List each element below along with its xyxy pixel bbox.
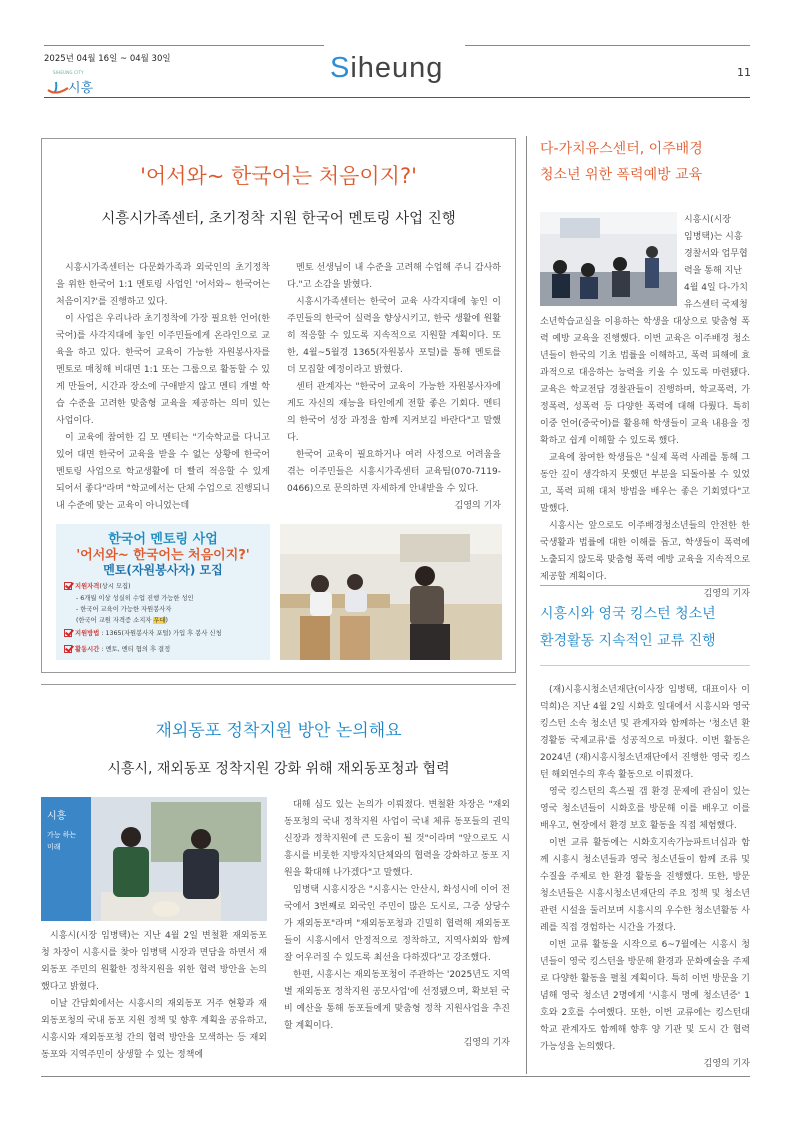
meeting-photo [41,797,267,921]
violence-prevention-class-photo [540,212,677,306]
article2-title: 재외동포 정착지원 방안 논의해요 [155,721,402,741]
poster-apply: 지원방법 : 1365(자원봉사자 포털) 가입 후 봉사 신청 [64,628,222,637]
checkbox-icon [64,645,72,653]
poster-time: 활동시간 : 멘토, 멘티 협의 후 결정 [64,644,170,653]
article2-paragraph: 한편, 시흥시는 재외동포청이 주관하는 '2025년도 지역별 재외동포 정착지원 공모사업'에 선정됐으며, 확보된 국비 예산을 통해 동포들에게 맞춤형 정착 지원사업을 추진할 계획이다. [284,970,510,1031]
poster-qual-item: (한국어 교원 자격증 소지자 우대) [76,617,169,624]
poster-line-2: '어서와~ 한국어는 처음이지?' [76,548,250,563]
header-rule-right [465,45,750,46]
article2-column-1 [41,928,267,1064]
issue-date: 2025년 04월 16일 ~ 04월 30일 [44,54,171,64]
article1-paragraph: 시흥시가족센터는 다문화가족과 외국인의 초기정착을 위한 한국어 1:1 멘토링 사업인 '어서와~ 한국어는 처음이지?'를 진행하고 있다. [56,263,270,307]
right2-body [540,682,750,1073]
article2-paragraph: 대해 심도 있는 논의가 이뤄졌다. 변철환 차장은 "재외동포청의 국내 정착지원 사업이 국내 체류 동포들의 권익 신장과 정착지원에 큰 도움이 될 것"이라며 "앞으로도 시흥시를 비롯한 지방자치단체와의 협력을 강화하고 동포 지원을 확대해 나가겠다"고 말했다. [284,800,510,878]
article2-column-2 [284,797,510,1052]
page-number: 11 [737,66,751,79]
right1-body [540,314,750,603]
article1-column-1 [56,260,270,515]
checkbox-icon [64,629,72,637]
header-rule-bottom [44,97,750,98]
poster-line-3: 멘토(자원봉사자) 모집 [103,563,223,577]
poster-line-1: 한국어 멘토링 사업 [108,532,218,547]
masthead-initial: S [330,52,351,84]
poster-qual-item: - 한국어 교육이 가능한 자원봉사자 [76,606,172,613]
right1-wrap-text: 시흥시(시장 임병택)는 시흥 경찰서와 업무협 력을 통해 지난 4월 4일 다-가치 유스센터 국제청 [684,215,748,310]
right2-paragraph: (재)시흥시청소년재단(이사장 임병택, 대표이사 이덕희)은 지난 4월 2일 시화호 일대에서 시흥시와 영국 킹스턴 소속 청소년 및 관계자와 함께하는 '청소년 환경활동 국제교류'를 성공적으로 마쳤다. 이번 활동은 2024년 (재)시흥시청소년재단에서 진행한 영국 킹스턴 해외연수의 후속 활동으로 이뤄졌다. [540,685,750,780]
right2-paragraph: 이번 교류 활동에는 시화호지속가능파트너십과 함께 시흥시 청소년들과 영국 청소년들이 함께 조류 및 수질을 주제로 한 환경 활동을 진행했다. 또한, 방문 청소년들은 시흥시청소년재단의 주요 정책 및 청소년 관련 시설을 둘러보며 시흥시의 우수한 청소년활동 사례를 직접 경험하는 시간을 가졌다. [540,838,750,933]
masthead-rest: iheung [350,52,444,84]
article1-column-2 [287,260,501,515]
footer-rule [41,1076,750,1077]
logo-caption: SIHEUNG CITY [53,70,84,75]
section-divider [540,665,750,666]
article1-paragraph: 멘토 선생님이 내 수준을 고려해 수업해 주니 감사하다."고 소감을 밝혔다. [287,263,501,290]
right2-byline: 김영의 기자 [703,1059,750,1069]
article1-paragraph: 이 교육에 참여한 김 모 멘티는 "기숙학교를 다니고 있어 대면 한국어 교육을 받을 수 없는 상황에 한국어 멘토링 사업으로 학교생활에 더 빨리 적응할 수 있게 되어서 좋다"라며 "학교에서는 단체 수업으로 진행되니 내 수준에 맞는 교육이 아니었는데 [56,433,270,511]
article2-paragraph: 이날 간담회에서는 시흥시의 재외동포 거주 현황과 재외동포청의 국내 동포 지원 정책 및 향후 계획을 공유하고, 시흥시와 재외동포청 간의 협력 방안을 모색하는 등 재외동포와 지역주민이 상생할 수 있는 정책에 [41,999,267,1060]
article1-paragraph: 시흥시가족센터는 한국어 교육 사각지대에 놓인 이주민들의 한국어 실력을 향상시키고, 한국 생활에 원활히 적응할 수 있도록 지속적으로 지원할 계획이다. 또한, 4월~5월경 1365(자원봉사 포털)를 통해 멘토를 더 모집할 예정이라고 밝혔다. [287,297,501,375]
article2-paragraph: 시흥시(시장 임병택)는 지난 4월 2일 변철환 재외동포청 차장이 시흥시를 찾아 임병택 시장과 면담을 하면서 재외동포 주민의 원활한 정착지원을 위한 협력 방안을 논의했다고 밝혔다. [41,931,267,992]
header-rule-left [44,45,324,46]
mentoring-class-photo [280,524,502,660]
photo-sign-text: 미래 [47,843,61,851]
photo-sign-text: 가능 하는 [47,831,77,839]
column-divider [526,136,527,1074]
logo-text: 시흥 [68,81,94,96]
right2-paragraph: 이번 교류 활동을 시작으로 6~7월에는 시흥시 청년들이 영국 킹스턴을 방문해 환경과 문화예술을 주제로 다양한 활동을 펼칠 계획이다. 특히 이번 방문을 기념해 영국 청소년 2명에게 '시흥시 명예 청소년증' 1호와 2호를 수여했다. 또한, 이번 교류에는 킹스턴대학교 관계자도 함께해 향후 양 기관 및 도시 간 협력 가능성을 논의했다. [540,940,750,1052]
right1-paragraph: 교육에 참여한 학생들은 "실제 폭력 사례를 통해 그동안 깊이 생각하지 못했던 부분을 되돌아볼 수 있었고, 폭력 피해 대처 방법을 배우는 좋은 기회였다"고 말했다. [540,453,750,514]
right1-paragraph: 소년학습교실을 이용하는 학생을 대상으로 맞춤형 폭력 예방 교육을 진행했다. 이번 교육은 이주배경 청소년들이 한국의 기초 법률을 이해하고, 폭력 피해에 효과적으로 대응하는 능력을 키울 수 있도록 마련됐다. 교육은 학교전담 경찰관들이 진행하며, 학교폭력, 가정폭력, 성폭력 등 다양한 폭력에 대해 다뤘다. 특히 이중 언어(중국어)를 활용해 학생들이 교육 내용을 정확하고 쉽게 이해할 수 있도록 했다. [540,317,750,446]
poster-qualification: 지원자격(상시 모집) [64,581,131,590]
right2-paragraph: 영국 킹스턴의 흑스필 갭 환경 문제에 관심이 있는 영국 청소년들이 시화호를 방문해 이를 배우고 이를 배우고, 현장에서 환경 보호 활동을 직접 체험했다. [540,787,750,831]
article1-byline: 김영의 기자 [454,501,501,511]
article1-subtitle: 시흥시가족센터, 초기정착 지원 한국어 멘토링 사업 진행 [101,211,456,227]
article1-paragraph: 센터 관계자는 "한국어 교육이 가능한 자원봉사자에게도 자신의 재능을 타인에게 전할 좋은 기회다. 멘티의 한국어 성장 과정을 함께 지켜보길 바란다"고 말했다. [287,382,501,443]
article1-paragraph: 한국어 교육이 필요하거나 여러 사정으로 어려움을 겪는 이주민들은 시흥시가족센터 교육팀(070-7119-0466)으로 문의하면 자세하게 안내받을 수 있다. [287,450,501,494]
article1-title: '어서와~ 한국어는 처음이지?' [140,164,417,188]
mentor-recruitment-poster [56,524,270,660]
photo-sign-text: 시흥 [47,811,67,822]
right2-title: 시흥시와 영국 킹스턴 청소년 환경활동 지속적인 교류 진행 [540,606,716,649]
right1-title: 다-가치유스센터, 이주배경 청소년 위한 폭력예방 교육 [540,141,703,183]
article1-paragraph: 이 사업은 우리나라 초기정착에 가장 필요한 언어(한국어)를 사각지대에 놓인 이주민들에게 온라인으로 교육을 하고 있다. 한국어 교육이 가능한 자원봉사자를 멘토로 매칭해 비대면 1:1 또는 그룹으로 활동할 수 있게 만들어, 시간과 장소에 구애받지 않고 멘티 개별 학습 수준을 고려한 맞춤형 교육을 제공하는 의미 있는 사업이다. [56,314,270,426]
article2-paragraph: 임병택 시흥시장은 "시흥시는 안산시, 화성시에 이어 전국에서 3번째로 외국인 주민이 많은 도시로, 그중 상당수가 재외동포"라며 "재외동포청과 긴밀히 협력해 재외동포들이 시흥시에서 안정적으로 정착하고, 지역사회와 함께 잘 어우러질 수 있도록 최선을 다하겠다"고 강조했다. [284,885,510,963]
right1-byline: 김영의 기자 [703,589,750,599]
section-divider [540,585,750,586]
article2-subtitle: 시흥시, 재외동포 정착지원 강화 위해 재외동포청과 협력 [107,761,450,777]
masthead-title [330,52,443,85]
poster-qual-item: - 6개월 이상 성실히 수업 진행 가능한 성인 [76,595,194,602]
article2-byline: 김영의 기자 [463,1038,510,1048]
checkbox-icon [64,582,72,590]
siheung-logo [46,76,96,96]
right1-paragraph: 시흥시는 앞으로도 이주배경청소년들의 안전한 한국생활과 법률에 대한 이해를 돕고, 학생들이 폭력에 노출되지 않도록 맞춤형 폭력 예방 교육을 지속적으로 제공할 계획이다. [540,521,750,582]
section-divider [41,684,516,685]
